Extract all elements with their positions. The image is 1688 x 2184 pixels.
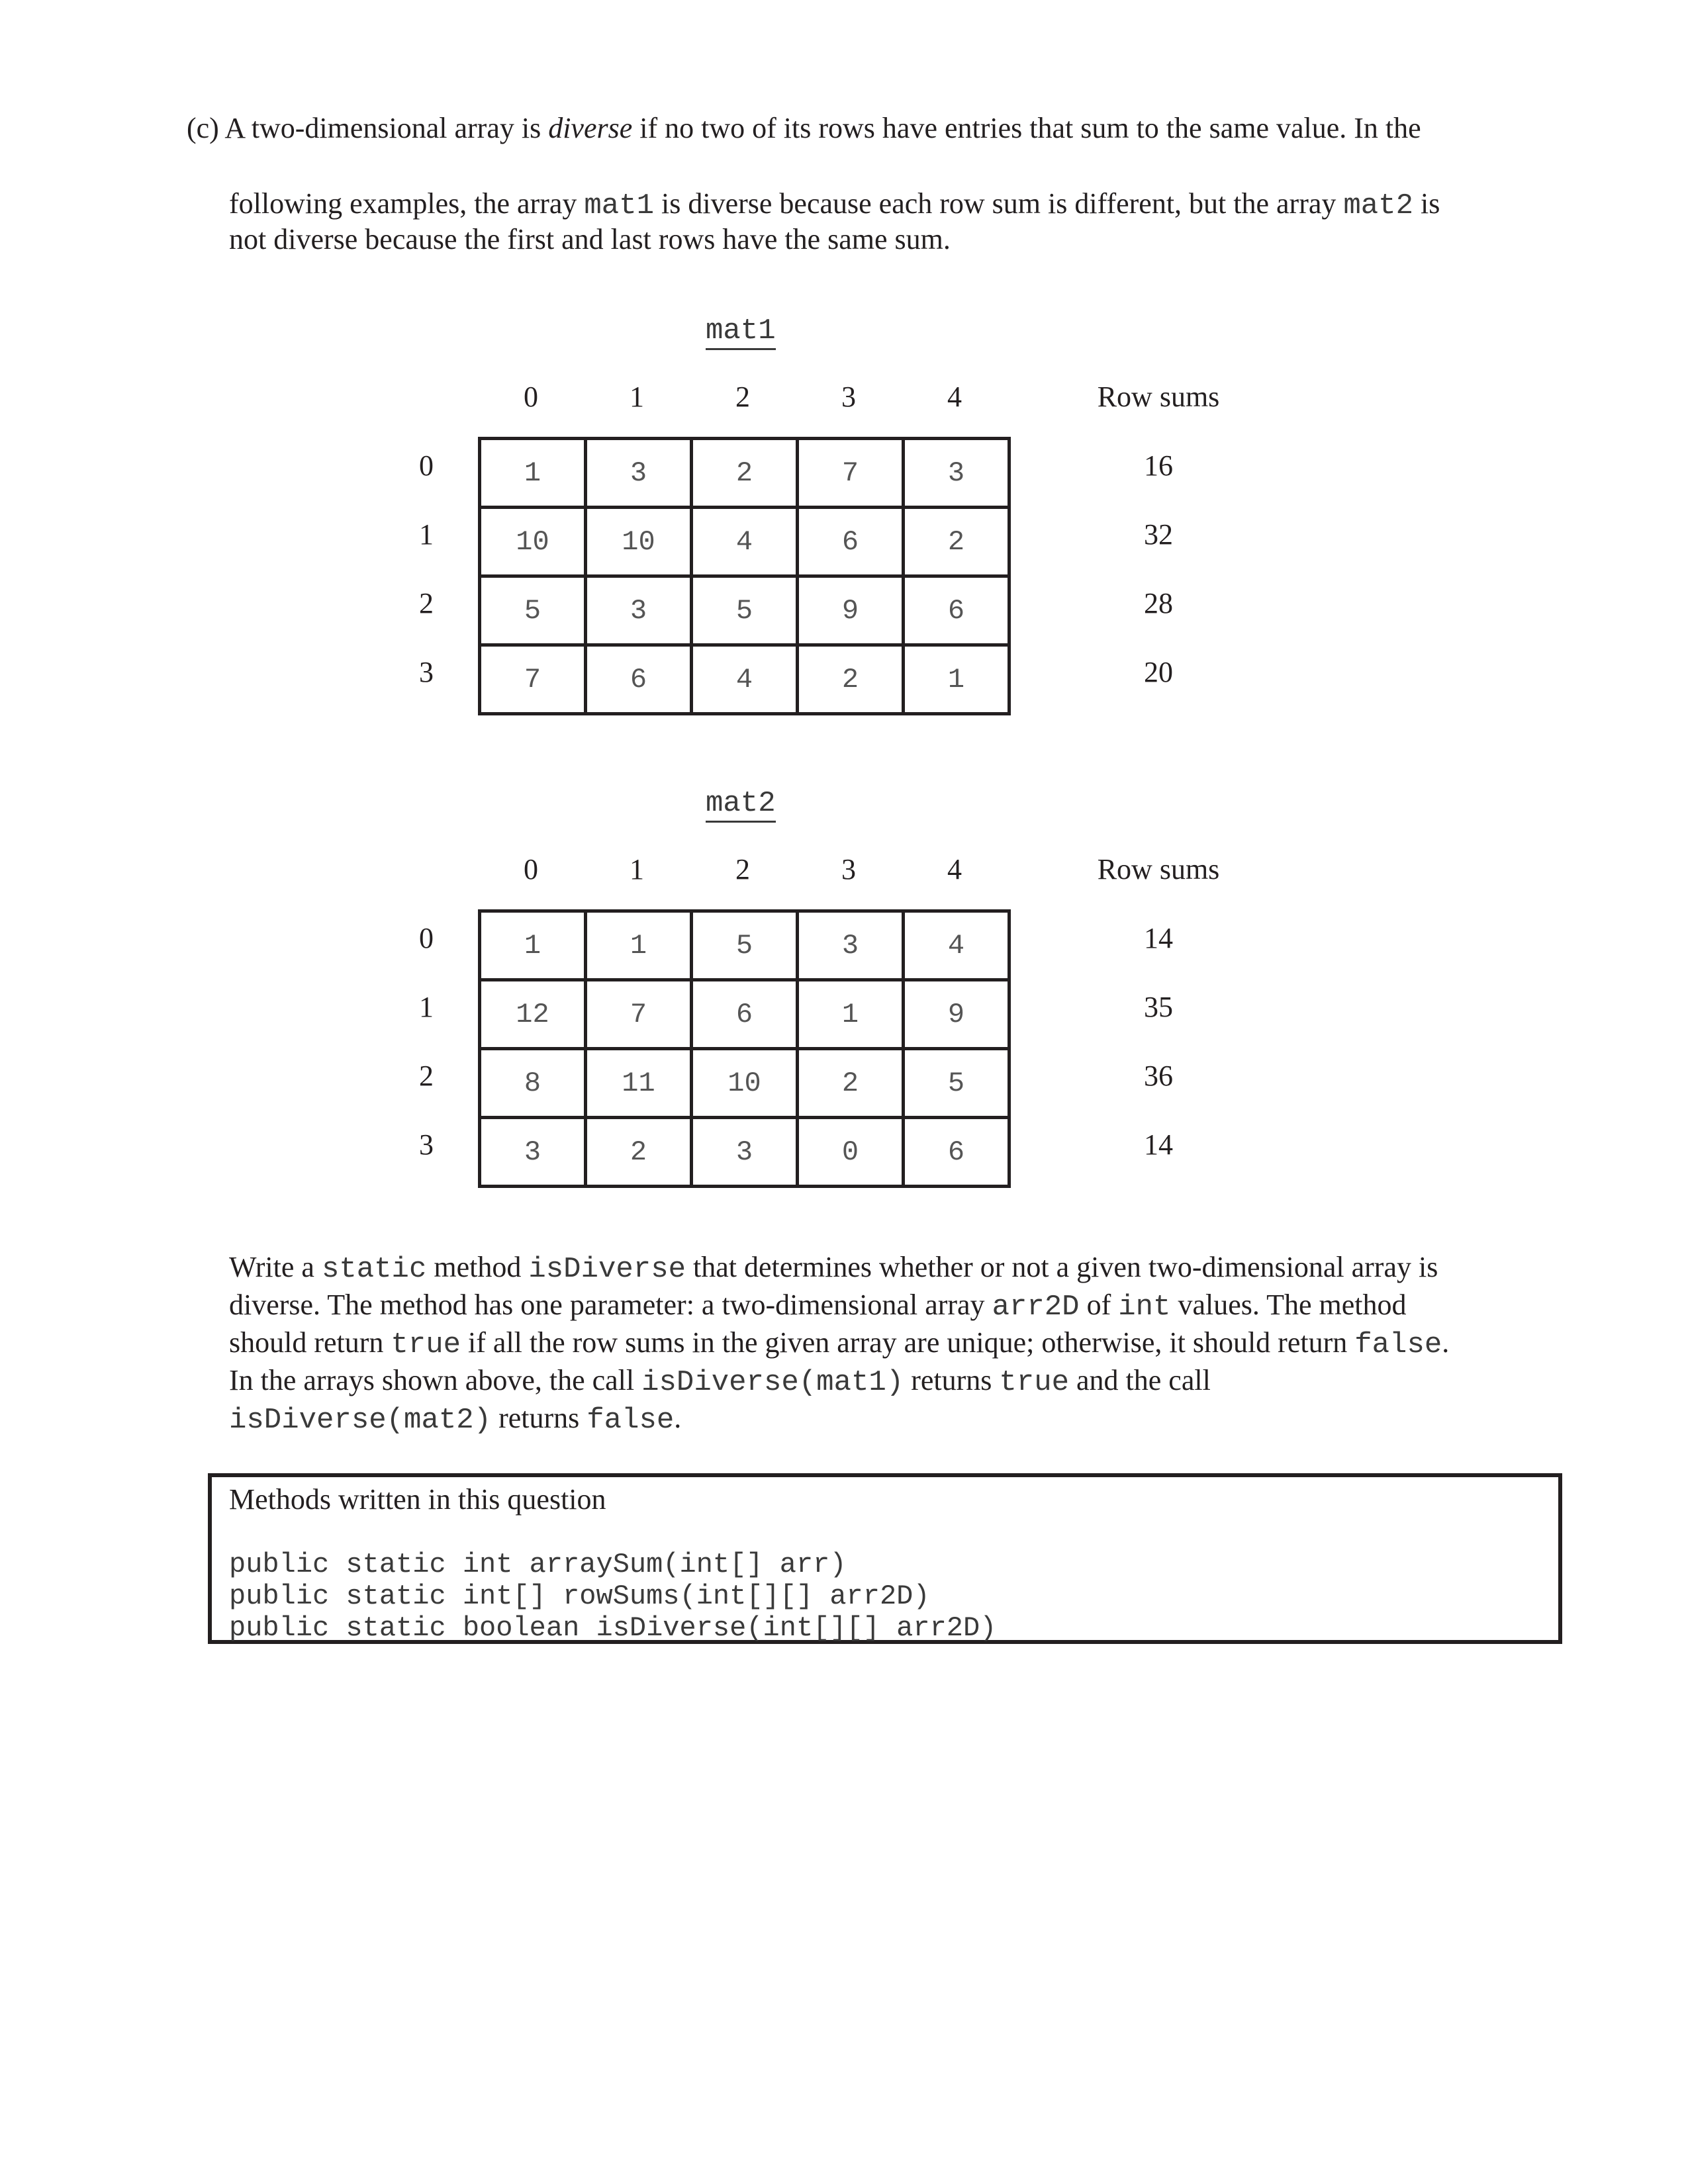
mat1-cell: 7: [798, 439, 904, 508]
mat1-cell: 7: [480, 645, 586, 714]
mat1-col-header: 4: [947, 381, 962, 413]
text-run: values. The method: [1170, 1289, 1407, 1321]
mat1-row-sums-title: Row sums: [1097, 381, 1220, 413]
table-row: [480, 439, 1009, 508]
mat2-cell: 12: [480, 980, 586, 1049]
code-false: false: [586, 1404, 675, 1437]
text-run: .: [674, 1402, 682, 1434]
mat1-cell: 10: [480, 508, 586, 576]
mat1-cell: 2: [798, 645, 904, 714]
mat2-cell: 1: [798, 980, 904, 1049]
intro-line-3: not diverse because the first and last rows have the same sum.: [229, 223, 951, 255]
description-paragraph: [229, 1250, 1540, 1438]
description-line: [229, 1400, 1540, 1438]
intro-line-2-c: is: [1413, 187, 1440, 220]
text-run: diverse. The method has one parameter: a two-dimensional array: [229, 1289, 992, 1321]
mat2-row-header: 1: [419, 991, 434, 1023]
mat1-cell: 9: [798, 576, 904, 645]
mat2-cell: 8: [480, 1049, 586, 1118]
table-row: [480, 1118, 1009, 1187]
mat2-cell: 2: [586, 1118, 692, 1187]
mat2-col-header: 1: [630, 853, 644, 886]
mat2-col-header: 2: [735, 853, 750, 886]
text-run: should return: [229, 1326, 391, 1359]
mat1-cell: 6: [586, 645, 692, 714]
mat1-cell: 10: [586, 508, 692, 576]
description-line: [229, 1363, 1540, 1400]
mat2-row-header: 0: [419, 922, 434, 954]
mat1-cell: 5: [480, 576, 586, 645]
method-signature: public static int arraySum(int[] arr): [229, 1549, 847, 1580]
mat2-cell: 3: [480, 1118, 586, 1187]
mat1-cell: 5: [692, 576, 798, 645]
description-line: [229, 1287, 1540, 1325]
mat1-row-sum: 20: [1144, 656, 1173, 688]
mat1-cell: 3: [586, 439, 692, 508]
mat1-cell: 2: [692, 439, 798, 508]
mat2-cell: 9: [904, 980, 1009, 1049]
code-static: static: [321, 1253, 427, 1286]
mat2-cell: 7: [586, 980, 692, 1049]
mat2-row-sum: 36: [1144, 1060, 1173, 1092]
code-isdiverse: isDiverse: [528, 1253, 686, 1286]
mat1-col-header: 2: [735, 381, 750, 413]
mat2-grid: [478, 909, 1011, 1188]
code-arr2d: arr2D: [992, 1291, 1080, 1324]
mat1-cell: 4: [692, 645, 798, 714]
mat2-cell: 3: [798, 911, 904, 980]
text-run: Write a: [229, 1251, 322, 1283]
intro-line-1-post: if no two of its rows have entries that sum to the same value. In the: [632, 112, 1421, 144]
text-run: returns: [491, 1402, 587, 1434]
table-row: [480, 508, 1009, 576]
mat2-cell: 0: [798, 1118, 904, 1187]
mat2-cell: 4: [904, 911, 1009, 980]
text-run: and the call: [1069, 1364, 1211, 1396]
text-run: if all the row sums in the given array are unique; otherwise, it should return: [461, 1326, 1355, 1359]
code-true: true: [999, 1366, 1070, 1399]
mat2-cell: 6: [904, 1118, 1009, 1187]
methods-title: Methods written in this question: [229, 1483, 606, 1516]
intro-line-2: [229, 187, 1440, 223]
mat1-cell: 1: [480, 439, 586, 508]
text-run: that determines whether or not a given two-dimensional array is: [686, 1251, 1438, 1283]
code-mat1: mat1: [584, 189, 655, 222]
table-row: [480, 980, 1009, 1049]
diverse-term: diverse: [548, 112, 633, 144]
description-line: [229, 1325, 1540, 1363]
mat2-row-sum: 14: [1144, 1128, 1173, 1161]
mat2-cell: 5: [904, 1049, 1009, 1118]
code-isdiverse-mat1: isDiverse(mat1): [641, 1366, 904, 1399]
mat1-cell: 6: [798, 508, 904, 576]
mat2-row-header: 3: [419, 1128, 434, 1161]
mat1-row-header: 3: [419, 656, 434, 688]
code-false: false: [1354, 1328, 1442, 1361]
mat2-cell: 3: [692, 1118, 798, 1187]
intro-line-1-pre: (c) A two-dimensional array is: [187, 112, 549, 144]
mat2-cell: 5: [692, 911, 798, 980]
mat2-row-sum: 35: [1144, 991, 1173, 1023]
mat2-cell: 1: [586, 911, 692, 980]
table-row: [480, 645, 1009, 714]
mat1-row-header: 2: [419, 587, 434, 619]
text-run: returns: [904, 1364, 1000, 1396]
mat2-row-sums-title: Row sums: [1097, 853, 1220, 886]
mat1-row-sum: 28: [1144, 587, 1173, 619]
mat1-col-header: 1: [630, 381, 644, 413]
mat1-cell: 3: [904, 439, 1009, 508]
mat2-cell: 1: [480, 911, 586, 980]
mat2-col-header: 3: [841, 853, 856, 886]
code-isdiverse-mat2: isDiverse(mat2): [229, 1404, 492, 1437]
text-run: .: [1442, 1326, 1450, 1359]
mat2-cell: 11: [586, 1049, 692, 1118]
text-run: In the arrays shown above, the call: [229, 1364, 642, 1396]
intro-line-2-b: is diverse because each row sum is different, but the array: [654, 187, 1344, 220]
methods-box: [208, 1473, 1562, 1644]
mat1-grid: [478, 437, 1011, 715]
method-signature: public static boolean isDiverse(int[][] arr2D): [229, 1612, 997, 1644]
mat1-cell: 6: [904, 576, 1009, 645]
mat1-row-header: 0: [419, 449, 434, 482]
mat1-row-sum: 32: [1144, 518, 1173, 551]
table-row: [480, 911, 1009, 980]
mat1-cell: 2: [904, 508, 1009, 576]
text-run: of: [1079, 1289, 1119, 1321]
code-true: true: [391, 1328, 461, 1361]
mat2-label: mat2: [706, 786, 776, 823]
mat2-cell: 2: [798, 1049, 904, 1118]
mat2-cell: 6: [692, 980, 798, 1049]
mat2-row-sum: 14: [1144, 922, 1173, 954]
mat1-col-header: 0: [524, 381, 538, 413]
code-mat2: mat2: [1343, 189, 1414, 222]
description-line: [229, 1250, 1540, 1287]
text-run: method: [426, 1251, 529, 1283]
mat1-row-sum: 16: [1144, 449, 1173, 482]
mat1-cell: 1: [904, 645, 1009, 714]
code-int: int: [1118, 1291, 1171, 1324]
table-row: [480, 1049, 1009, 1118]
mat1-row-header: 1: [419, 518, 434, 551]
mat2-col-header: 0: [524, 853, 538, 886]
intro-line-2-a: following examples, the array: [229, 187, 585, 220]
mat1-cell: 3: [586, 576, 692, 645]
mat2-cell: 10: [692, 1049, 798, 1118]
mat2-row-header: 2: [419, 1060, 434, 1092]
method-signature: public static int[] rowSums(int[][] arr2D): [229, 1580, 930, 1612]
mat2-col-header: 4: [947, 853, 962, 886]
mat1-col-header: 3: [841, 381, 856, 413]
table-row: [480, 576, 1009, 645]
intro-line-1: [187, 111, 1421, 146]
mat1-cell: 4: [692, 508, 798, 576]
mat1-label: mat1: [706, 314, 776, 350]
